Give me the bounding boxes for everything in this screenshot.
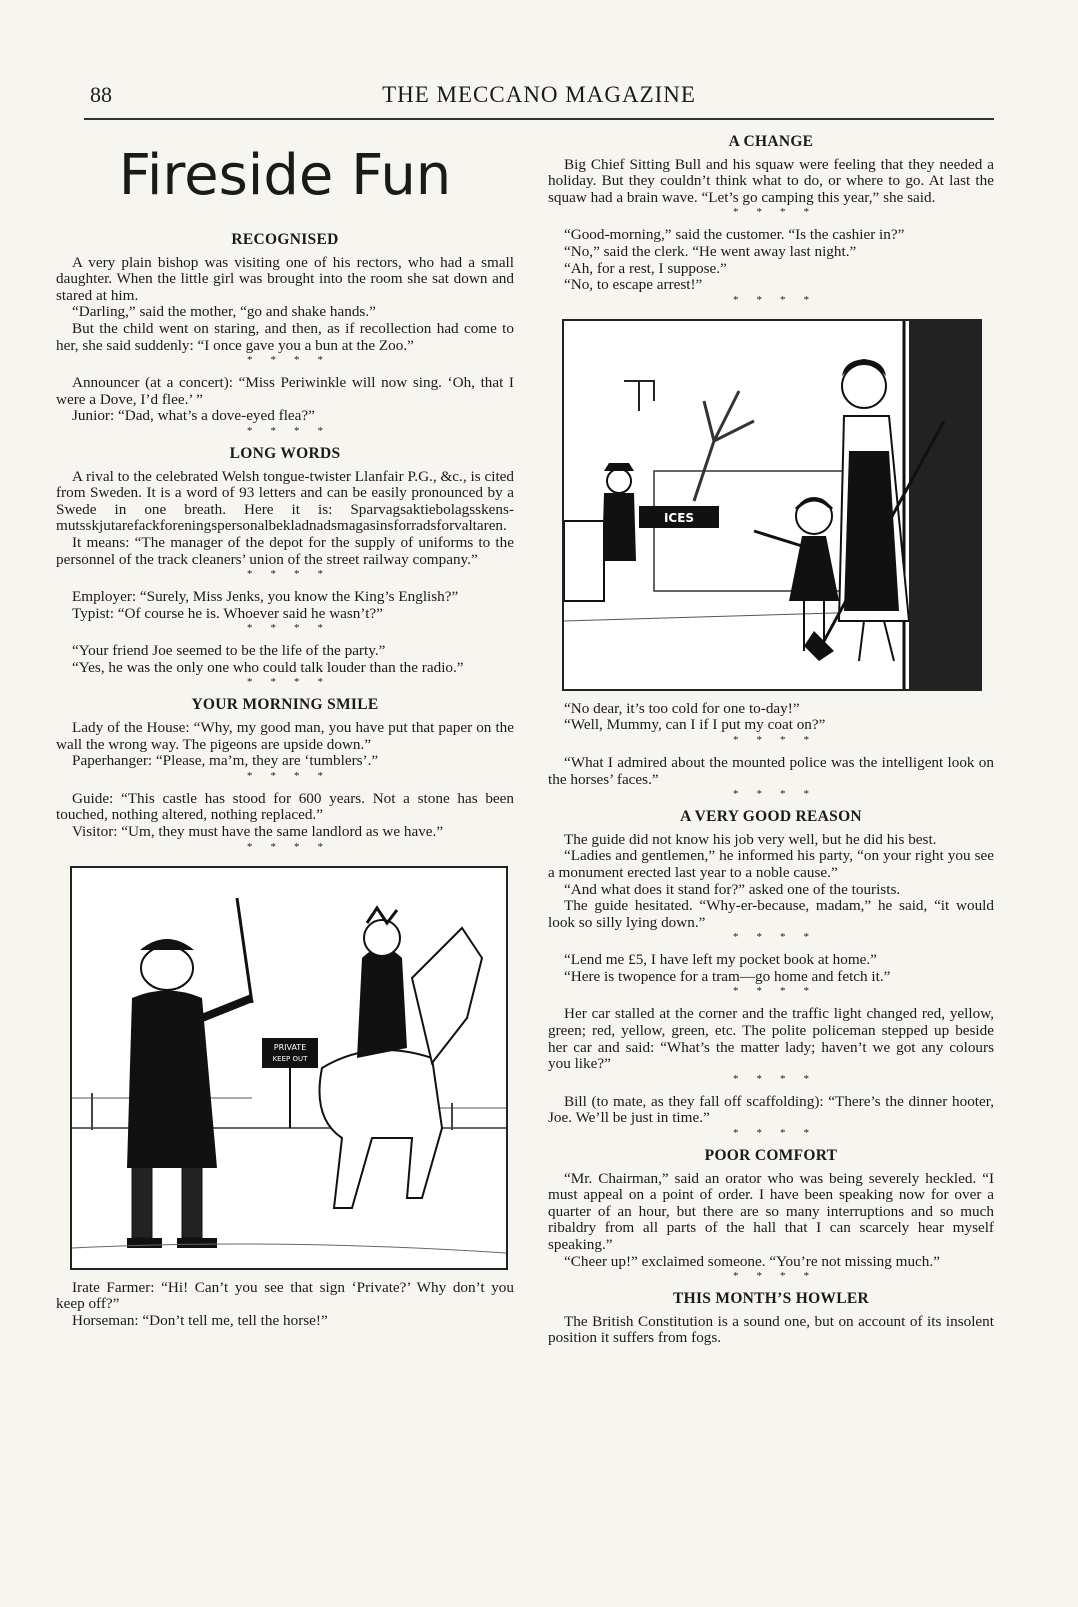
caption-line: Irate Farmer: “Hi! Can’t you see that sign ‘Private?’ Why don’t you keep off?” [56,1278,514,1313]
right-column [548,128,994,1347]
joke-paragraph: “Here is twopence for a tram—go home and fetch it.” [564,967,891,985]
separator-stars: **** [247,840,341,853]
joke-paragraph: “Your friend Joe seemed to be the life of the party.” [72,642,386,660]
page-title: Fireside Fun [118,143,452,208]
joke-paragraph: “No,” said the clerk. “He went away last night.” [564,242,857,260]
separator-stars: **** [247,769,341,782]
heading-recognised: RECOGNISED [231,231,339,248]
joke-paragraph: “Mr. Chairman,” said an orator who was being severely heckled. “I must appeal on a point of order. I have been speaking now for over a quarter of an hour, but there are so many interruptions and so much ribaldry from all parts of the hall that I can scarcely hear myself speaking.” [548,1169,994,1253]
joke-paragraph: “No, to escape arrest!” [564,276,703,294]
cartoon-farmer-horse [70,866,508,1270]
cartoon-caption [548,701,994,734]
joke-paragraph: It means: “The manager of the depot for the supply of uniforms to the personnel of the track cleaners’ union of the street railway company.” [56,533,514,568]
separator-stars: **** [733,293,827,306]
separator-stars: **** [733,985,827,998]
page-number: 88 [90,82,112,107]
separator-stars: **** [733,733,827,746]
joke-paragraph: Her car stalled at the corner and the traffic light changed red, yellow, green; red, yellow, green, etc. The polite policeman stepped up beside her car and said: “What’s the matter lady; haven’t we got any colours you like?” [548,1005,994,1073]
joke-paragraph: “What I admired about the mounted police was the intelligent look on the horses’ faces.” [548,753,994,788]
separator-stars: **** [247,424,341,437]
joke-paragraph: The guide hesitated. “Why-er-because, madam,” he said, “it would look so silly lying down.” [548,897,994,931]
caption-line: “Well, Mummy, can I if I put my coat on?” [564,716,826,734]
heading-good-reason: A VERY GOOD REASON [680,808,862,826]
separator-stars: **** [247,676,341,689]
joke-paragraph: But the child went on staring, and then, as if recollection had come to her, she said suddenly: “I once gave you a bun at the Zoo.” [56,319,514,354]
joke-paragraph: “Yes, he was the only one who could talk louder than the radio.” [72,658,464,676]
joke-paragraph: Junior: “Dad, what’s a dove-eyed flea?” [72,407,315,425]
mother-child-illustration [564,321,980,689]
joke-paragraph: Guide: “This castle has stood for 600 years. Not a stone has been touched, nothing altered, nothing replaced.” [56,789,514,824]
separator-stars: **** [733,1270,827,1283]
joke-paragraph: Employer: “Surely, Miss Jenks, you know the King’s English?” [72,588,459,606]
joke-paragraph: Visitor: “Um, they must have the same landlord as we have.” [72,823,444,841]
joke-paragraph: The British Constitution is a sound one, but on account of its insolent position it suffers from fogs. [548,1312,994,1347]
caption-line: “No dear, it’s too cold for one to-day!” [564,699,800,717]
joke-paragraph: “Cheer up!” exclaimed someone. “You’re not missing much.” [564,1252,940,1270]
separator-stars: **** [733,788,827,801]
farmer-horse-illustration [72,868,506,1268]
joke-paragraph: “Lend me £5, I have left my pocket book at home.” [564,951,877,969]
heading-long-words: LONG WORDS [229,444,341,462]
magazine-title: THE MECCANO MAGAZINE [382,82,696,107]
joke-paragraph: The guide did not know his job very well, but he did his best. [564,830,937,848]
joke-paragraph: “Good-morning,” said the customer. “Is the cashier in?” [564,226,905,244]
joke-paragraph: Typist: “Of course he is. Whoever said he wasn’t?” [72,604,383,622]
left-column [56,128,514,1329]
sign-text: PRIVATE [273,1042,307,1052]
joke-paragraph: A rival to the celebrated Welsh tongue-twister Llanfair P.G., &c., is cited from Sweden. It is a word of 93 letters and can be easily pronounced by a Swede in one breath. Here it is: Sparvagsaktiebolagsskensmutsskjutarefackforeningspersonalbekladnadsmagasinsforradsforvaltaren. [56,467,514,535]
joke-paragraph: “Darling,” said the mother, “go and shake hands.” [72,303,376,321]
separator-stars: **** [247,354,341,367]
page-header [84,78,994,120]
joke-paragraph: A very plain bishop was visiting one of his rectors, who had a small daughter. When the little girl was brought into the room she sat down and stared at him. [56,253,514,304]
ices-text: ICES [663,510,695,525]
cartoon-caption [56,1280,514,1330]
sign-text: KEEP OUT [272,1054,308,1063]
separator-stars: **** [247,568,341,581]
joke-paragraph: Paperhanger: “Please, ma’m, they are ‘tumblers’.” [72,752,379,770]
caption-line: Horseman: “Don’t tell me, tell the horse!” [72,1311,328,1329]
separator-stars: **** [733,206,827,219]
joke-paragraph: Big Chief Sitting Bull and his squaw were feeling that they needed a holiday. But they couldn’t think what to do, or where to go. At last the squaw had a brain wave. “Let’s go camping this year,” she said. [548,155,994,206]
joke-paragraph: Announcer (at a concert): “Miss Periwinkle will now sing. ‘Oh, that I were a Dove, I’d flee.’ ” [56,374,514,408]
joke-paragraph: Lady of the House: “Why, my good man, you have put that paper on the wall the wrong way. The pigeons are upside down.” [56,719,514,753]
joke-paragraph: Bill (to mate, as they fall off scaffolding): “There’s the dinner hooter, Joe. We’ll be just in time.” [548,1092,994,1127]
heading-a-change: A CHANGE [728,133,814,150]
separator-stars: **** [733,931,827,944]
cartoon-ice-cream [562,319,982,691]
heading-poor-comfort: POOR COMFORT [704,1147,838,1165]
separator-stars: **** [247,622,341,635]
separator-stars: **** [733,1072,827,1085]
heading-howler: THIS MONTH’S HOWLER [672,1290,870,1308]
heading-morning-smile: YOUR MORNING SMILE [191,696,379,714]
joke-paragraph: “Ladies and gentlemen,” he informed his party, “on your right you see a monument erected last year to a noble cause.” [548,847,994,881]
joke-paragraph: “And what does it stand for?” asked one of the tourists. [564,880,901,898]
separator-stars: **** [733,1127,827,1140]
joke-paragraph: “Ah, for a rest, I suppose.” [564,259,727,277]
